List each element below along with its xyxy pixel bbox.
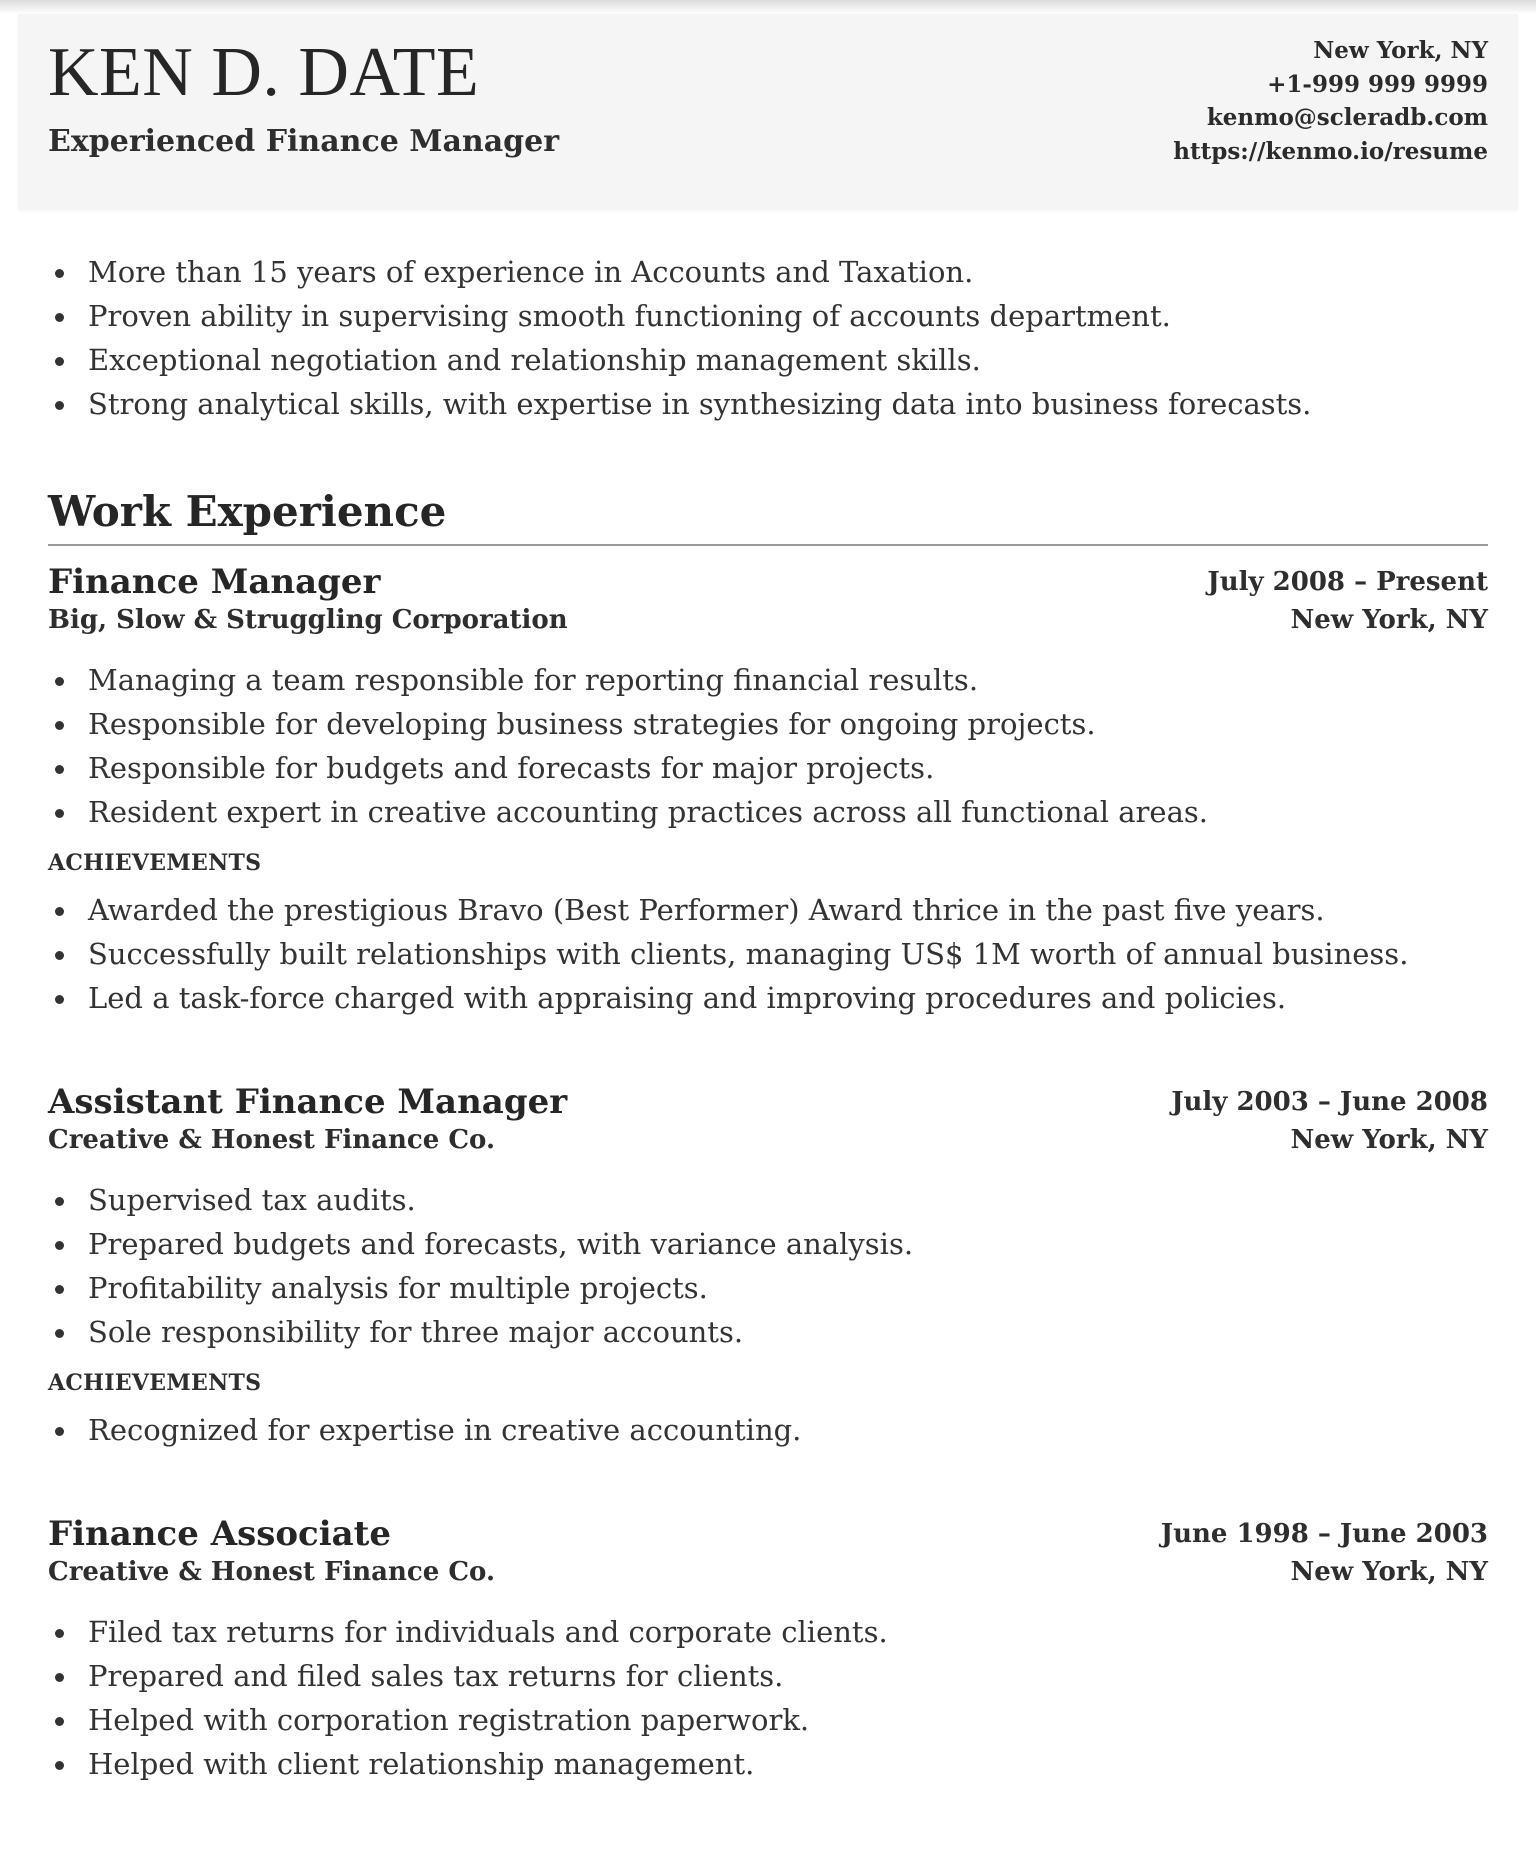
contact-email[interactable]: kenmo@scleradb.com [1206, 104, 1488, 131]
summary-list [48, 250, 1488, 426]
duty-item: Helped with client relationship management. [48, 1742, 1488, 1786]
duty-item: Sole responsibility for three major accounts. [48, 1310, 1488, 1354]
duty-item: Managing a team responsible for reporting financial results. [48, 658, 1488, 702]
candidate-name: KEN D. DATE [48, 34, 480, 111]
job-dates: July 2008 – Present [1207, 567, 1488, 597]
achievement-item: Led a task-force charged with appraising and improving procedures and policies. [48, 976, 1488, 1020]
contact-location: New York, NY [1313, 37, 1488, 64]
duty-item: Supervised tax audits. [48, 1178, 1488, 1222]
achievements-label: ACHIEVEMENTS [48, 1370, 262, 1396]
job-duties-list [48, 658, 1488, 834]
job-location: New York, NY [1290, 1125, 1488, 1155]
job-entry-finance-manager [48, 560, 1488, 1020]
contact-phone: +1-999 999 9999 [1267, 70, 1488, 98]
duty-item: Responsible for budgets and forecasts for major projects. [48, 746, 1488, 790]
summary-item: Exceptional negotiation and relationship management skills. [48, 338, 1488, 382]
job-location: New York, NY [1290, 1557, 1488, 1587]
achievements-list [48, 1408, 1488, 1452]
job-location: New York, NY [1290, 605, 1488, 635]
job-title: Finance Associate [48, 1514, 392, 1554]
job-title: Finance Manager [48, 562, 381, 602]
job-duties-list [48, 1178, 1488, 1354]
contact-website[interactable]: https://kenmo.io/resume [1173, 137, 1488, 165]
candidate-headline: Experienced Finance Manager [48, 124, 560, 159]
job-header [48, 560, 1488, 640]
duty-item: Resident expert in creative accounting practices across all functional areas. [48, 790, 1488, 834]
duty-item: Profitability analysis for multiple projects. [48, 1266, 1488, 1310]
contact-block [1173, 34, 1488, 168]
achievement-item: Recognized for expertise in creative accounting. [48, 1408, 1488, 1452]
job-entry-finance-associate [48, 1512, 1488, 1786]
duty-item: Prepared and filed sales tax returns for clients. [48, 1654, 1488, 1698]
job-header [48, 1512, 1488, 1592]
job-title: Assistant Finance Manager [48, 1082, 568, 1122]
summary-item: Strong analytical skills, with expertise in synthesizing data into business forecasts. [48, 382, 1488, 426]
job-dates: June 1998 – June 2003 [1160, 1519, 1488, 1549]
summary-item: Proven ability in supervising smooth functioning of accounts department. [48, 294, 1488, 338]
achievement-item: Awarded the prestigious Bravo (Best Performer) Award thrice in the past five years. [48, 888, 1488, 932]
duty-item: Helped with corporation registration paperwork. [48, 1698, 1488, 1742]
job-dates: July 2003 – June 2008 [1171, 1087, 1488, 1117]
job-duties-list [48, 1610, 1488, 1786]
duty-item: Filed tax returns for individuals and corporate clients. [48, 1610, 1488, 1654]
duty-item: Responsible for developing business strategies for ongoing projects. [48, 702, 1488, 746]
job-company: Creative & Honest Finance Co. [48, 1125, 495, 1155]
achievements-label: ACHIEVEMENTS [48, 850, 262, 876]
job-header [48, 1080, 1488, 1160]
job-entry-assistant-finance-manager [48, 1080, 1488, 1452]
job-company: Big, Slow & Struggling Corporation [48, 605, 568, 635]
work-experience-heading: Work Experience [48, 484, 1488, 546]
page-top-shadow [0, 0, 1536, 14]
job-company: Creative & Honest Finance Co. [48, 1557, 495, 1587]
resume-body [48, 250, 1488, 1786]
achievements-list [48, 888, 1488, 1020]
achievement-item: Successfully built relationships with clients, managing US$ 1M worth of annual business. [48, 932, 1488, 976]
duty-item: Prepared budgets and forecasts, with variance analysis. [48, 1222, 1488, 1266]
summary-item: More than 15 years of experience in Accounts and Taxation. [48, 250, 1488, 294]
resume-header [18, 14, 1518, 210]
